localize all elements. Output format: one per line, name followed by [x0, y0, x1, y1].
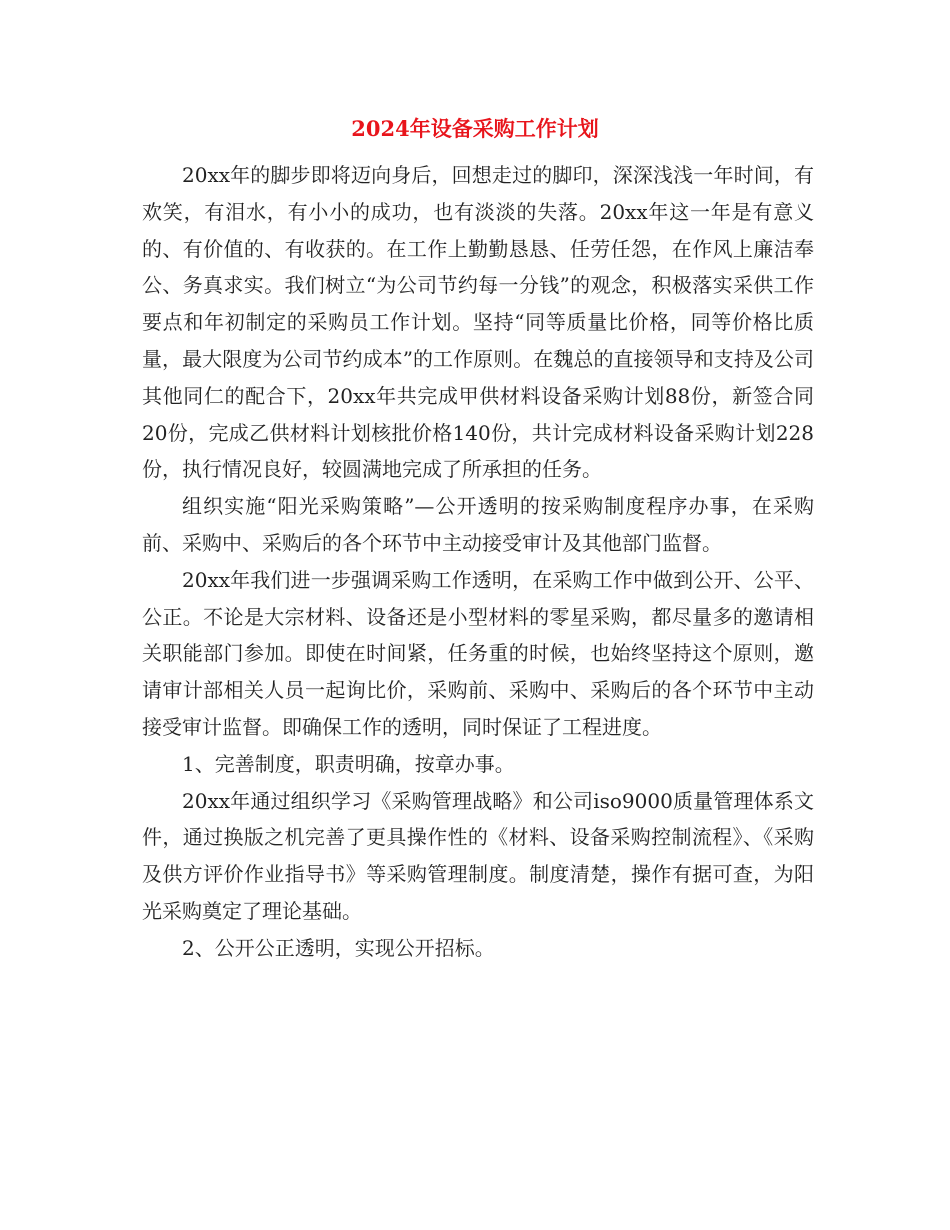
section-heading-1: 1、完善制度，职责明确，按章办事。	[182, 751, 515, 776]
document-title: 2024年设备采购工作计划	[351, 116, 599, 141]
paragraph-transparency: 20xx年我们进一步强调采购工作透明，在采购工作中做到公开、公平、公正。不论是大宗材料、设备还是小型材料的零星采购，都尽量多的邀请相关职能部门参加。即使在时间紧，任务重的时候，也始终坚持这个原则，邀请审计部相关人员一起询比价，采购前、采购中、采购后的各个环节中主动接受审计监督。即确保工作的透明，同时保证了工程进度。	[142, 567, 814, 739]
section-heading-2: 2、公开公正透明，实现公开招标。	[182, 935, 495, 960]
paragraph-sunshine-procurement: 组织实施“阳光采购策略”—公开透明的按采购制度程序办事，在采购前、采购中、采购后的各个环节中主动接受审计及其他部门监督。	[142, 494, 814, 555]
document-body	[142, 157, 814, 967]
paragraph-system-improvement: 20xx年通过组织学习《采购管理战略》和公司iso9000质量管理体系文件，通过换版之机完善了更具操作性的《材料、设备采购控制流程》、《采购及供方评价作业指导书》等采购管理制度。制度清楚，操作有据可查，为阳光采购奠定了理论基础。	[142, 788, 814, 923]
paragraph-annual-summary: 20xx年的脚步即将迈向身后，回想走过的脚印，深深浅浅一年时间，有欢笑，有泪水，有小小的成功，也有淡淡的失落。20xx年这一年是有意义的、有价值的、有收获的。在工作上勤勤恳恳、任劳任怨，在作风上廉洁奉公、务真求实。我们树立“为公司节约每一分钱”的观念，积极落实采供工作要点和年初制定的采购员工作计划。坚持“同等质量比价格，同等价格比质量，最大限度为公司节约成本”的工作原则。在魏总的直接领导和支持及公司其他同仁的配合下，20xx年共完成甲供材料设备采购计划88份，新签合同20份，完成乙供材料计划核批价格140份，共计完成材料设备采购计划228份，执行情况良好，较圆满地完成了所承担的任务。	[142, 163, 814, 482]
